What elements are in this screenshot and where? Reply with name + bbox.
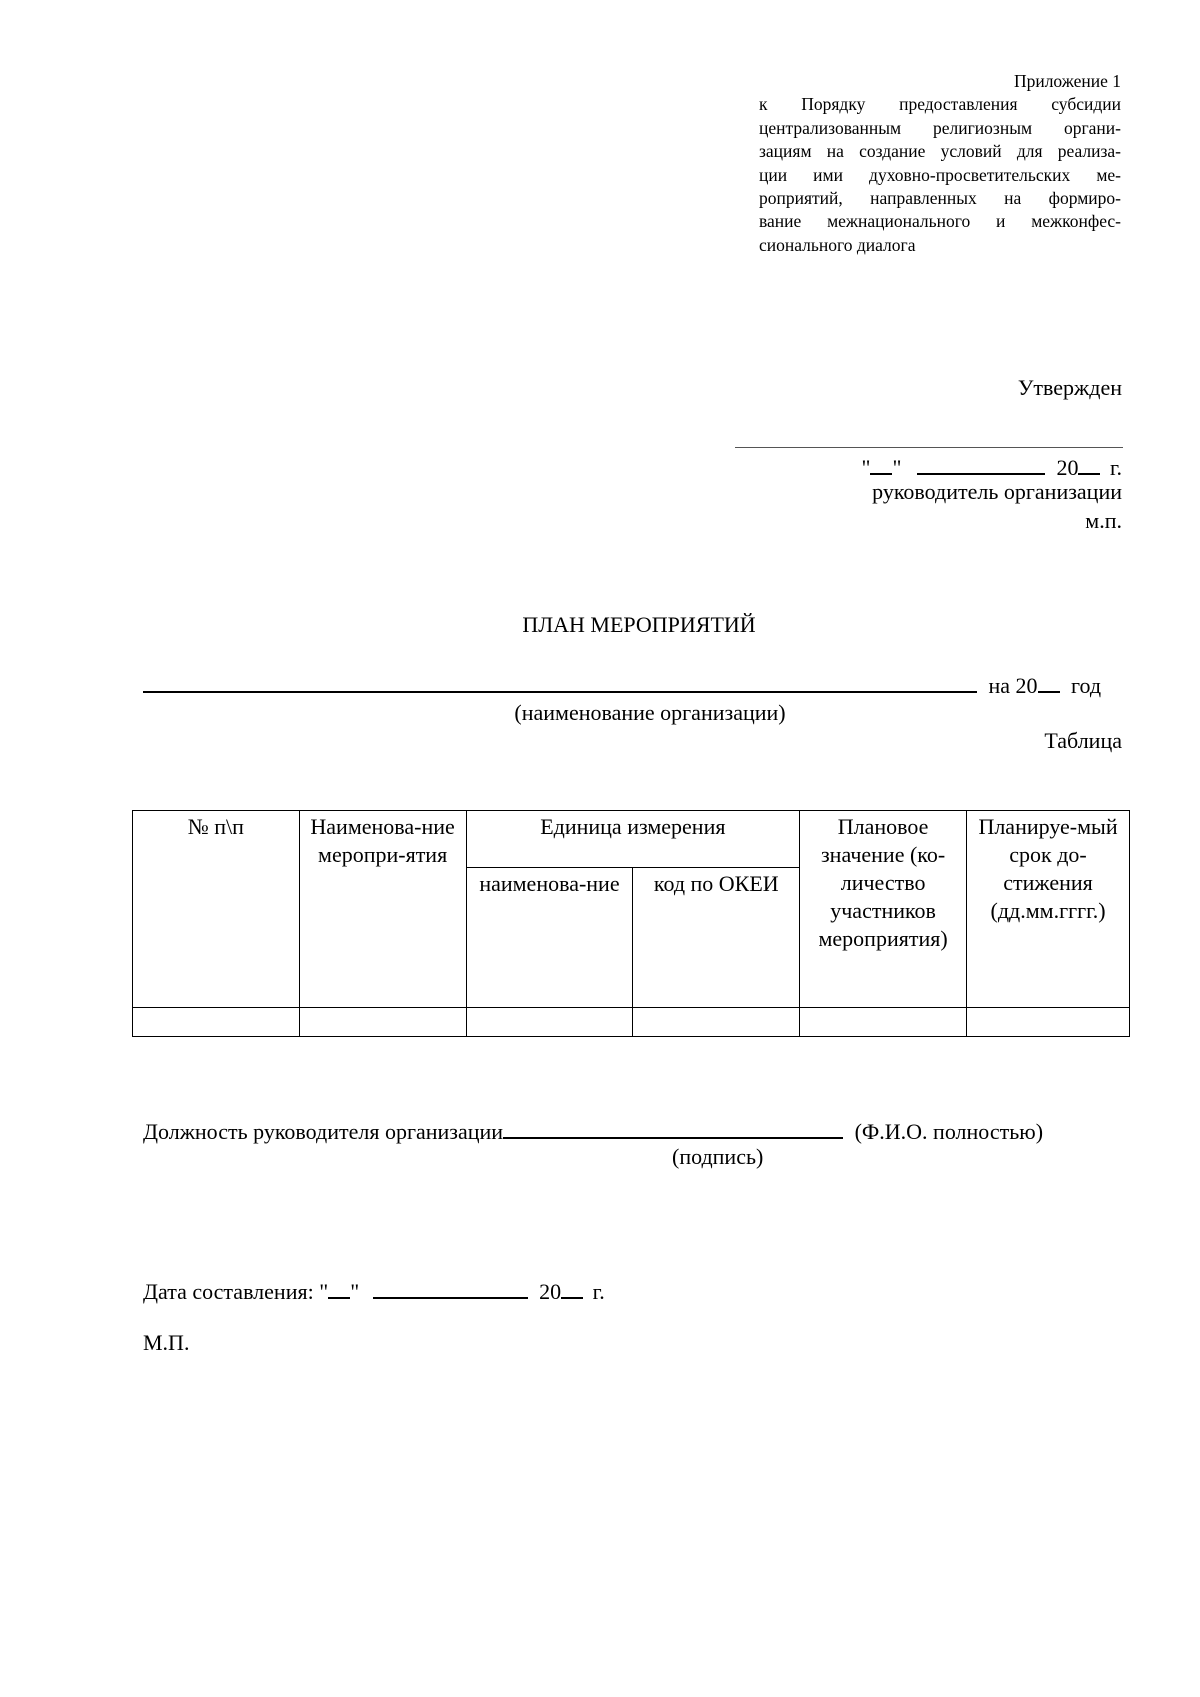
table-cell[interactable] <box>466 1008 633 1037</box>
head-position-label: Должность руководителя организации <box>143 1119 504 1144</box>
table-label: Таблица <box>1044 728 1122 753</box>
signature-caption: (подпись) <box>672 1144 764 1169</box>
organization-row <box>143 669 1101 699</box>
compile-year-suffix: г. <box>592 1279 605 1304</box>
plan-year-suffix: год <box>1071 673 1102 698</box>
annex-note <box>759 70 1121 257</box>
header-unit-name: наименова-ние <box>466 868 633 1008</box>
month-blank <box>917 451 1045 475</box>
header-planned-value: Плановое значение (ко-личество участников мероприятия) <box>800 811 967 1008</box>
table-cell[interactable] <box>133 1008 300 1037</box>
compile-month-blank <box>373 1275 528 1299</box>
compile-day-blank <box>328 1275 350 1299</box>
plan-year-prefix: на 20 <box>988 673 1038 698</box>
organization-caption: (наименование организации) <box>514 700 786 725</box>
table-cell[interactable] <box>967 1008 1130 1037</box>
header-number: № п\п <box>133 811 300 1008</box>
quote-open: " <box>861 455 871 480</box>
plan-title: ПЛАН МЕРОПРИЯТИЙ <box>522 612 756 637</box>
compile-quote-close: " <box>350 1279 360 1304</box>
annex-line: роприятий, направленных на формиро- <box>759 188 1121 209</box>
annex-line: централизованным религиозным органи- <box>759 117 1121 138</box>
fio-label: (Ф.И.О. полностью) <box>854 1119 1044 1144</box>
compile-year-prefix: 20 <box>539 1279 562 1304</box>
header-event-name: Наименова-ние меропри-ятия <box>299 811 466 1008</box>
organization-blank <box>143 669 977 693</box>
events-plan-table <box>132 810 1130 1037</box>
header-unit-code: код по ОКЕИ <box>633 868 800 1008</box>
year-blank <box>1078 451 1100 475</box>
annex-line: к Порядку предоставления субсидии <box>759 94 1121 115</box>
approver-role: руководитель организации <box>872 479 1122 504</box>
table-cell[interactable] <box>299 1008 466 1037</box>
compile-date-label: Дата составления: " <box>143 1279 329 1304</box>
header-unit: Единица измерения <box>466 811 800 868</box>
annex-line: сионального диалога <box>759 234 916 255</box>
head-position-row <box>143 1115 1043 1145</box>
day-blank <box>870 451 892 475</box>
year-prefix: 20 <box>1056 455 1079 480</box>
annex-line: ции ими духовно-просветительских ме- <box>759 164 1121 185</box>
signature-blank <box>503 1115 843 1139</box>
annex-line: зациям на создание условий для реализа- <box>759 141 1121 162</box>
table-cell[interactable] <box>800 1008 967 1037</box>
footer-stamp: М.П. <box>143 1330 190 1355</box>
year-suffix: г. <box>1109 455 1122 480</box>
annex-title: Приложение 1 <box>1013 71 1121 91</box>
table-row <box>133 1008 1130 1037</box>
approval-stamp: м.п. <box>1085 508 1122 533</box>
approver-signature-line <box>735 447 1123 448</box>
compile-year-blank <box>561 1275 583 1299</box>
annex-line: вание межнационального и межконфес- <box>759 211 1121 232</box>
table-cell[interactable] <box>633 1008 800 1037</box>
plan-year-blank <box>1038 669 1060 693</box>
header-deadline: Планируе-мый срок до-стижения (дд.мм.гггг.) <box>967 811 1130 1008</box>
table-header-row <box>133 811 1130 868</box>
compile-date-row <box>143 1275 605 1305</box>
approved-label: Утвержден <box>1017 375 1122 400</box>
approval-date <box>861 451 1122 481</box>
quote-close: " <box>892 455 902 480</box>
